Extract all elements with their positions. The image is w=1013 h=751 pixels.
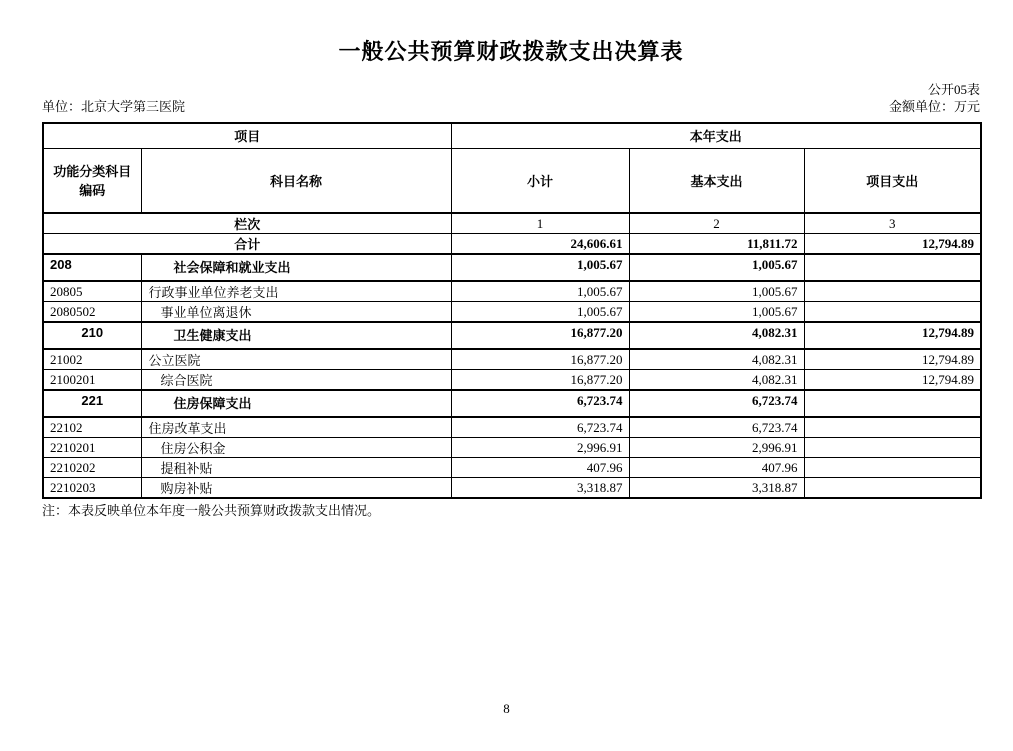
row-code: 2210203 (43, 478, 141, 499)
row-basic-expenditure-value: 6,723.74 (629, 390, 804, 417)
row-code: 2100201 (43, 370, 141, 391)
row-subtotal-value: 16,877.20 (451, 349, 629, 370)
table-row-221 (43, 390, 981, 417)
page-number: 8 (503, 701, 510, 716)
row-subject-name: 事业单位离退休 (141, 302, 451, 323)
row-project-expenditure-value (804, 458, 981, 478)
row-subtotal-value: 1,005.67 (451, 254, 629, 281)
row-project-expenditure-value: 12,794.89 (804, 349, 981, 370)
row-subject-name: 行政事业单位养老支出 (141, 281, 451, 302)
row-project-expenditure-value: 12,794.89 (804, 234, 981, 255)
meta-line-form (42, 82, 980, 98)
header-group-item: 项目 (43, 123, 451, 148)
row-subtotal-value: 2,996.91 (451, 438, 629, 458)
expenditure-table (42, 122, 982, 499)
table-row-2210203 (43, 478, 981, 499)
row-project-expenditure-value (804, 478, 981, 499)
header-col-name: 科目名称 (141, 148, 451, 213)
table-row-total (43, 234, 981, 255)
row-project-expenditure-value (804, 254, 981, 281)
header-col-basic: 基本支出 (629, 148, 804, 213)
header-col-subtotal: 小计 (451, 148, 629, 213)
row-subject-name: 提租补贴 (141, 458, 451, 478)
page-title: 一般公共预算财政拨款支出决算表 (338, 39, 684, 64)
table-row-2210201 (43, 438, 981, 458)
row-subtotal-value: 6,723.74 (451, 417, 629, 438)
row-subject-name: 社会保障和就业支出 (141, 254, 451, 281)
row-project-expenditure-value (804, 390, 981, 417)
row-basic-expenditure-value: 4,082.31 (629, 322, 804, 349)
row-code: 21002 (43, 349, 141, 370)
meta-line-unit (42, 98, 980, 115)
row-basic-expenditure-value: 1,005.67 (629, 254, 804, 281)
row-subject-name: 住房改革支出 (141, 417, 451, 438)
row-project-expenditure-value (804, 302, 981, 323)
row-code: 208 (43, 254, 141, 281)
row-project-expenditure-value: 12,794.89 (804, 322, 981, 349)
row-code: 2080502 (43, 302, 141, 323)
table-row-22102 (43, 417, 981, 438)
row-total-label: 合计 (43, 234, 451, 255)
row-code: 20805 (43, 281, 141, 302)
row-subtotal-value: 3,318.87 (451, 478, 629, 499)
header-columns-row (43, 148, 981, 213)
table-row-2080502 (43, 302, 981, 323)
table-body (43, 234, 981, 499)
column-index-label: 栏次 (43, 213, 451, 234)
row-subtotal-value: 407.96 (451, 458, 629, 478)
row-basic-expenditure-value: 3,318.87 (629, 478, 804, 499)
table-note: 注：本表反映单位本年度一般公共预算财政拨款支出情况。 (42, 503, 381, 518)
row-subtotal-value: 16,877.20 (451, 370, 629, 391)
header-col-project: 项目支出 (804, 148, 981, 213)
row-code: 22102 (43, 417, 141, 438)
table-row-21002 (43, 349, 981, 370)
row-basic-expenditure-value: 407.96 (629, 458, 804, 478)
row-basic-expenditure-value: 4,082.31 (629, 349, 804, 370)
document-page (0, 36, 1013, 519)
row-basic-expenditure-value: 1,005.67 (629, 281, 804, 302)
row-subtotal-value: 6,723.74 (451, 390, 629, 417)
row-code: 210 (43, 322, 141, 349)
row-code: 2210202 (43, 458, 141, 478)
row-project-expenditure-value: 12,794.89 (804, 370, 981, 391)
row-basic-expenditure-value: 11,811.72 (629, 234, 804, 255)
row-subject-name: 住房公积金 (141, 438, 451, 458)
column-index-row (43, 213, 981, 234)
row-code: 221 (43, 390, 141, 417)
unit-name-label: 单位：北京大学第三医院 (42, 99, 186, 114)
row-basic-expenditure-value: 4,082.31 (629, 370, 804, 391)
table-row-2210202 (43, 458, 981, 478)
column-index-3: 3 (804, 213, 981, 234)
header-col-code: 功能分类科目编码 (43, 148, 141, 213)
header-group-year-expenditure: 本年支出 (451, 123, 981, 148)
row-basic-expenditure-value: 2,996.91 (629, 438, 804, 458)
row-subject-name: 公立医院 (141, 349, 451, 370)
row-subject-name: 购房补贴 (141, 478, 451, 499)
column-index-1: 1 (451, 213, 629, 234)
row-subject-name: 综合医院 (141, 370, 451, 391)
row-basic-expenditure-value: 1,005.67 (629, 302, 804, 323)
table-row-210 (43, 322, 981, 349)
row-subject-name: 卫生健康支出 (141, 322, 451, 349)
table-row-2100201 (43, 370, 981, 391)
row-subtotal-value: 1,005.67 (451, 281, 629, 302)
row-subtotal-value: 24,606.61 (451, 234, 629, 255)
row-basic-expenditure-value: 6,723.74 (629, 417, 804, 438)
row-subtotal-value: 16,877.20 (451, 322, 629, 349)
table-row-208 (43, 254, 981, 281)
amount-unit-label: 金额单位：万元 (888, 99, 980, 114)
column-index-2: 2 (629, 213, 804, 234)
row-project-expenditure-value (804, 438, 981, 458)
row-project-expenditure-value (804, 417, 981, 438)
row-subtotal-value: 1,005.67 (451, 302, 629, 323)
row-subject-name: 住房保障支出 (141, 390, 451, 417)
table-row-20805 (43, 281, 981, 302)
row-code: 2210201 (43, 438, 141, 458)
form-number-label: 公开05表 (927, 82, 980, 97)
header-group-row (43, 123, 981, 148)
row-project-expenditure-value (804, 281, 981, 302)
